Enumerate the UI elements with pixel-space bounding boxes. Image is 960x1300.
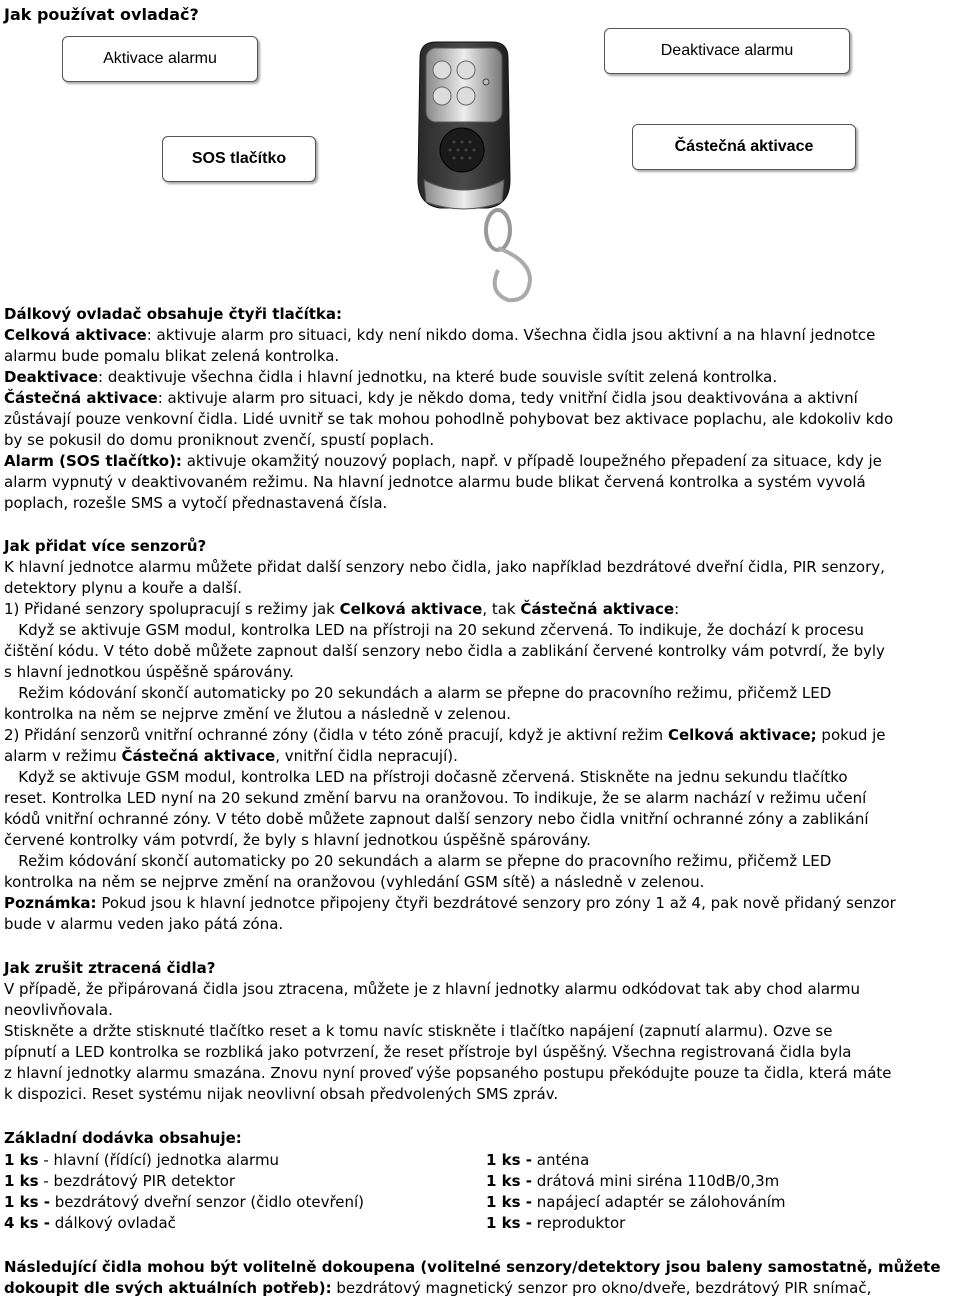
intro-partial-line-1: Částečná aktivace: aktivuje alarm pro situaci, kdy je někdo doma, tedy vnitřní čidla jsou deaktivována a aktivní	[4, 389, 858, 407]
package-heading: Základní dodávka obsahuje:	[4, 1129, 242, 1147]
intro-alarm-line-2: alarm vypnutý v deaktivovaném režimu. Na hlavní jednotce alarmu bude blikat červená kontrolka a systém vyvolá	[4, 473, 866, 491]
lost-line-5: z hlavní jednotky alarmu smazána. Znovu nyní proveď výše popsaného postupu překódujte pouze ta čidla, která máte	[4, 1064, 892, 1082]
callout-sos: SOS tlačítko	[162, 136, 316, 182]
remote-control-image	[380, 30, 580, 310]
sensors-note-line-1: Poznámka: Pokud jsou k hlavní jednotce připojeny čtyři bezdrátové senzory pro zóny 1 až 4, pak nově přidaný senzor	[4, 894, 896, 912]
sensors-step2-line-4: reset. Kontrolka LED nyní na 20 sekund změní barvu na oranžovou. To indikuje, že se alarm nachází v režimu učení	[4, 789, 867, 807]
package-left-item-1: 1 ks - hlavní (řídící) jednotka alarmu	[4, 1151, 280, 1169]
sensors-p2: detektory plynu a kouře a další.	[4, 579, 242, 597]
intro-full-line-2: alarmu bude pomalu blikat zelená kontrolka.	[4, 347, 340, 365]
intro-partial-line-3: by se pokusil do domu proniknout zvenčí, spustí poplach.	[4, 431, 435, 449]
package-right-item-2: 1 ks - drátová mini siréna 110dB/0,3m	[486, 1172, 780, 1190]
lost-line-6: k dispozici. Reset systému nijak neovlivní obsah předvolených SMS zpráv.	[4, 1085, 559, 1103]
lost-line-1: V případě, že připárovaná čidla jsou ztracena, můžete je z hlavní jednotky alarmu odkódovat tak aby chod alarmu	[4, 980, 861, 998]
sensors-step2-line-6: červené kontrolky vám potvrdí, že byly s hlavní jednotkou úspěšně spárovány.	[4, 831, 591, 849]
package-left-item-3: 1 ks - bezdrátový dveřní senzor (čidlo otevření)	[4, 1193, 365, 1211]
sensors-step1-line-1: Když se aktivuje GSM modul, kontrolka LED na přístroji na 20 sekund zčervená. To indikuje, že dochází k procesu	[4, 621, 864, 639]
callout-deactivation: Deaktivace alarmu	[604, 28, 850, 74]
intro-heading: Dálkový ovladač obsahuje čtyři tlačítka:	[4, 305, 343, 323]
intro-full-line-1: Celková aktivace: aktivuje alarm pro situaci, kdy není nikdo doma. Všechna čidla jsou aktivní a na hlavní jednotce	[4, 326, 876, 344]
package-right-item-4: 1 ks - reproduktor	[486, 1214, 626, 1232]
lost-line-2: neovlivňovala.	[4, 1001, 113, 1019]
optional-line-1: Následující čidla mohou být volitelně dokoupena (volitelné senzory/detektory jsou baleny samostatně, můžete	[4, 1258, 941, 1276]
package-right-item-1: 1 ks - anténa	[486, 1151, 590, 1169]
sensors-note-line-2: bude v alarmu veden jako pátá zóna.	[4, 915, 284, 933]
intro-alarm-line-1: Alarm (SOS tlačítko): aktivuje okamžitý nouzový poplach, např. v případě loupežného přepadení za situace, kdy je	[4, 452, 882, 470]
sensors-step1-heading: 1) Přidané senzory spolupracují s režimy jak Celková aktivace, tak Částečná aktivace:	[4, 600, 680, 618]
sensors-step1-line-4: Režim kódování skončí automaticky po 20 sekundách a alarm se přepne do pracovního režimu, přičemž LED	[4, 684, 832, 702]
sensors-heading: Jak přidat více senzorů?	[4, 537, 207, 555]
sensors-step2-line-8: kontrolka na něm se nejprve změní na oranžovou (vyhledání GSM sítě) a následně v zelenou.	[4, 873, 705, 891]
sensors-step1-line-2: čištění kódu. V této době můžete zapnout další senzory nebo čidla a zablikání červené kontrolky vám potvrdí, že byly	[4, 642, 885, 660]
sensors-step2-heading: 2) Přidání senzorů vnitřní ochranné zóny (čidla v této zóně pracují, když je aktivní režim Celková aktivace; pokud je	[4, 726, 886, 744]
optional-line-2: dokoupit dle svých aktuálních potřeb): bezdrátový magnetický senzor pro okno/dveře, bezdrátový PIR snímač,	[4, 1279, 872, 1297]
package-left-item-2: 1 ks - bezdrátový PIR detektor	[4, 1172, 236, 1190]
sensors-step1-line-5: kontrolka na něm se nejprve změní ve žlutou a následně v zelenou.	[4, 705, 512, 723]
lost-line-3: Stiskněte a držte stisknuté tlačítko reset a k tomu navíc stiskněte i tlačítko napájení (zapnutí alarmu). Ozve se	[4, 1022, 833, 1040]
sensors-step1-line-3: s hlavní jednotkou úspěšně spárovány.	[4, 663, 294, 681]
sensors-step2-line-7: Režim kódování skončí automaticky po 20 sekundách a alarm se přepne do pracovního režimu, přičemž LED	[4, 852, 832, 870]
sensors-p1: K hlavní jednotce alarmu můžete přidat další senzory nebo čidla, jako například bezdrátové dveřní čidla, PIR senzory,	[4, 558, 885, 576]
page-title: Jak používat ovladač?	[4, 5, 199, 24]
package-left-item-4: 4 ks - dálkový ovladač	[4, 1214, 176, 1232]
intro-alarm-line-3: poplach, rozešle SMS a vytočí přednastavená čísla.	[4, 494, 388, 512]
sensors-step2-line-3: Když se aktivuje GSM modul, kontrolka LED na přístroji dočasně zčervená. Stiskněte na jednu sekundu tlačítko	[4, 768, 848, 786]
sensors-step2-line-2: alarm v režimu Částečná aktivace, vnitřní čidla nepracují).	[4, 747, 458, 765]
package-right-item-3: 1 ks - napájecí adaptér se zálohováním	[486, 1193, 786, 1211]
callout-activation: Aktivace alarmu	[62, 36, 258, 82]
lost-line-4: pípnutí a LED kontrolka se rozbliká jako potvrzení, že reset přístroje byl úspěšný. Všechna registrovaná čidla byla	[4, 1043, 852, 1061]
lost-heading: Jak zrušit ztracená čidla?	[4, 959, 216, 977]
callout-partial: Částečná aktivace	[632, 124, 856, 170]
sensors-step2-line-5: kódů vnitřní ochranné zóny. V této době můžete zapnout další senzory nebo čidla vnitřní ochranné zóny a zablikání	[4, 810, 869, 828]
intro-deact-line: Deaktivace: deaktivuje všechna čidla i hlavní jednotku, na které bude souvisle svítit zelená kontrolka.	[4, 368, 778, 386]
intro-partial-line-2: zůstávají pouze venkovní čidla. Lidé uvnitř se tak mohou pohodlně pohybovat bez aktivace poplachu, ale kdokoliv kdo	[4, 410, 894, 428]
